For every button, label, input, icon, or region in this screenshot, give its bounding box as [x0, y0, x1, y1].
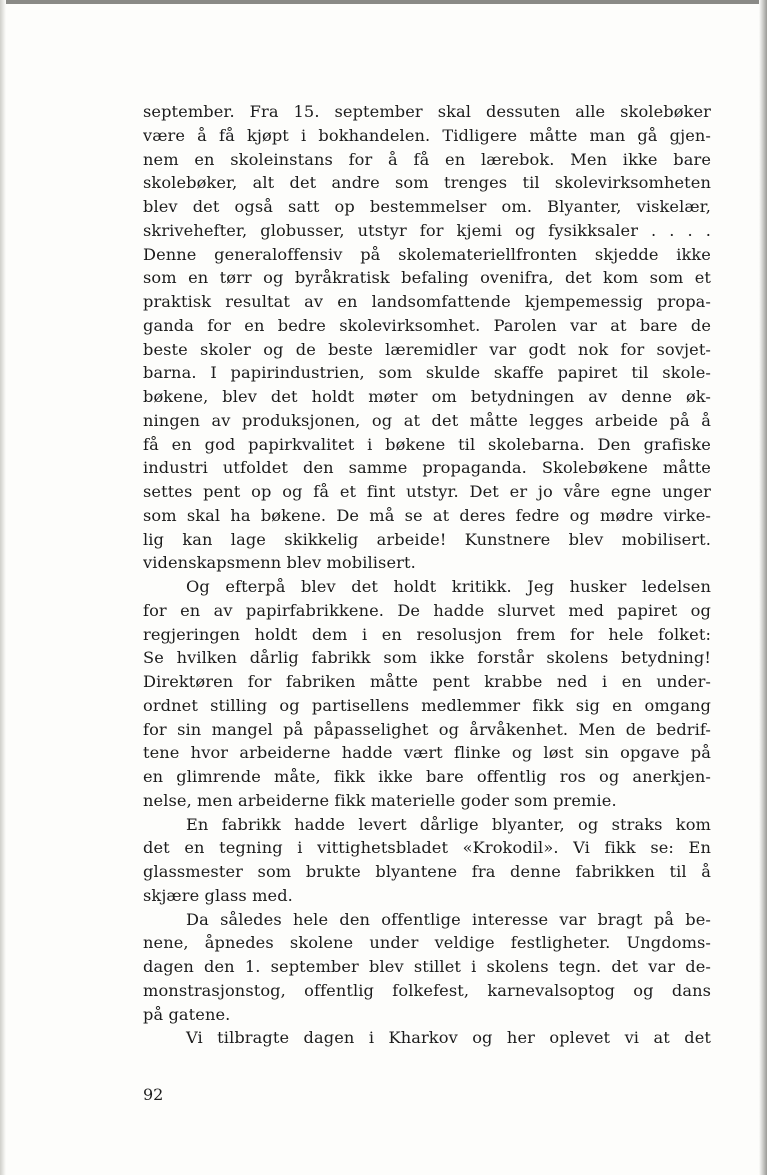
- page-edge-top: [0, 0, 767, 4]
- text-line: for sin mangel på påpasselighet og årvåkenhet. Men de bedrif-: [143, 719, 711, 739]
- text-line: en glimrende måte, fikk ikke bare offentlig ros og anerkjen-: [143, 767, 711, 786]
- text-line: settes pent op og få et fint utstyr. Det er jo våre egne unger: [143, 482, 711, 501]
- text-line: september. Fra 15. september skal dessuten alle skolebøker: [143, 102, 711, 121]
- text-line: for en av papirfabrikkene. De hadde slurvet med papiret og: [143, 600, 711, 620]
- body-text: [143, 100, 711, 1050]
- text-line: glassmester som brukte blyantene fra denne fabrikken til å: [143, 862, 711, 881]
- text-line: det en tegning i vittighetsbladet «Krokodil». Vi fikk se: En: [143, 838, 711, 858]
- text-line: En fabrikk hadde levert dårlige blyanter, og straks kom: [186, 814, 711, 834]
- text-line: nene, åpnedes skolene under veldige festligheter. Ungdoms-: [143, 933, 711, 953]
- text-line: nem en skoleinstans for å få en lærebok. Men ikke bare: [143, 149, 711, 169]
- text-line: på gatene.: [143, 1004, 231, 1024]
- page-edge-right: [759, 0, 767, 1175]
- text-line: Og efterpå blev det holdt kritikk. Jeg husker ledelsen: [186, 577, 711, 596]
- text-line: praktisk resultat av en landsomfattende kjempemessig propa-: [143, 292, 711, 311]
- text-line: Direktøren for fabriken måtte pent krabbe ned i en under-: [143, 672, 711, 691]
- text-line: skjære glass med.: [143, 885, 293, 905]
- text-line: Da således hele den offentlige interesse var bragt på be-: [186, 909, 711, 929]
- text-line: videnskapsmenn blev mobilisert.: [143, 553, 416, 573]
- text-line: Se hvilken dårlig fabrikk som ikke forstår skolens betydning!: [143, 648, 711, 668]
- text-line: Denne generaloffensiv på skolemateriellfronten skjedde ikke: [143, 244, 711, 264]
- text-line: lig kan lage skikkelig arbeide! Kunstnere blev mobilisert.: [143, 529, 711, 549]
- text-line: ningen av produksjonen, og at det måtte legges arbeide på å: [143, 410, 711, 430]
- text-line: industri utfoldet den samme propaganda. Skolebøkene måtte: [143, 458, 711, 478]
- text-line: ordnet stilling og partisellens medlemmer fikk sig en omgang: [143, 695, 711, 715]
- page-number: 92: [143, 1085, 164, 1104]
- text-line: beste skoler og de beste læremidler var godt nok for sovjet-: [143, 339, 711, 359]
- text-line: barna. I papirindustrien, som skulde skaffe papiret til skole-: [143, 363, 711, 383]
- page-edge-left: [0, 0, 6, 1175]
- text-line: nelse, men arbeiderne fikk materielle goder som premie.: [143, 790, 617, 810]
- text-line: tene hvor arbeiderne hadde vært flinke og løst sin opgave på: [143, 743, 711, 763]
- text-line: ganda for en bedre skolevirksomhet. Parolen var at bare de: [143, 315, 711, 335]
- text-line: være å få kjøpt i bokhandelen. Tidligere måtte man gå gjen-: [143, 125, 711, 145]
- text-line: få en god papirkvalitet i bøkene til skolebarna. Den grafiske: [143, 434, 711, 454]
- text-line: monstrasjonstog, offentlig folkefest, karnevalsoptog og dans: [143, 980, 711, 1000]
- text-line: som skal ha bøkene. De må se at deres fedre og mødre virke-: [143, 505, 711, 525]
- text-line: dagen den 1. september blev stillet i skolens tegn. det var de-: [143, 957, 711, 976]
- text-line: regjeringen holdt dem i en resolusjon frem for hele folket:: [143, 624, 711, 644]
- text-line: Vi tilbragte dagen i Kharkov og her oplevet vi at det: [186, 1028, 711, 1048]
- text-line: blev det også satt op bestemmelser om. Blyanter, viskelær,: [143, 197, 711, 216]
- text-line: skolebøker, alt det andre som trenges til skolevirksomheten: [143, 173, 711, 193]
- text-line: bøkene, blev det holdt møter om betydningen av denne øk-: [143, 387, 711, 406]
- text-line: skrivehefter, globusser, utstyr for kjemi og fysikksaler . . . .: [143, 220, 711, 240]
- text-line: som en tørr og byråkratisk befaling ovenifra, det kom som et: [143, 268, 711, 288]
